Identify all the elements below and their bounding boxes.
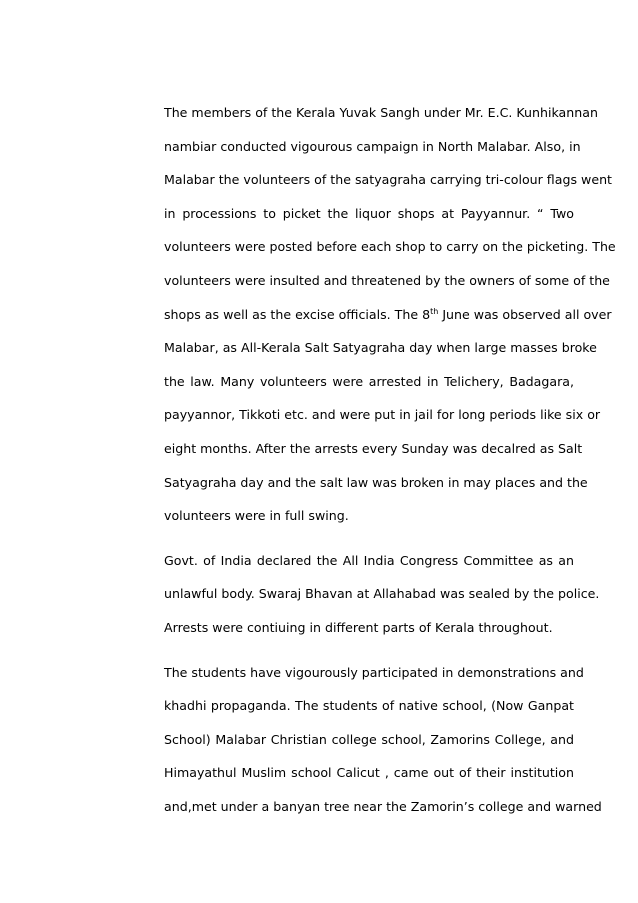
text-line: The students have vigourously participated in demonstrations and	[164, 664, 584, 680]
text-line: eight months. After the arrests every Sunday was decalred as Salt	[164, 440, 583, 456]
text-line: the law. Many volunteers were arrested in Telichery, Badagara,	[164, 373, 574, 389]
text-line: in processions to picket the liquor shops at Payyannur. “ Two	[164, 205, 574, 221]
paragraph-2	[164, 548, 600, 649]
document-page	[164, 100, 616, 827]
text-fragment: shops as well as the excise officials. The 8	[164, 306, 431, 322]
text-line: Himayathul Muslim school Calicut , came out of their institution	[164, 765, 574, 781]
text-line: unlawful body. Swaraj Bhavan at Allahabad was sealed by the police.	[164, 586, 600, 602]
text-line: Satyagraha day and the salt law was broken in may places and the	[164, 474, 588, 490]
text-line: nambiar conducted vigourous campaign in North Malabar. Also, in	[164, 138, 581, 154]
text-line: Govt. of India declared the All India Congress Committee as an	[164, 552, 574, 568]
text-line: volunteers were posted before each shop to carry on the picketing. The	[164, 239, 616, 255]
superscript: th	[430, 306, 439, 316]
text-line: volunteers were insulted and threatened by the owners of some of the	[164, 272, 610, 288]
text-line: Arrests were contiuing in different parts of Kerala throughout.	[164, 619, 553, 635]
text-line: khadhi propaganda. The students of native school, (Now Ganpat	[164, 698, 574, 714]
text-line: payyannor, Tikkoti etc. and were put in jail for long periods like six or	[164, 407, 601, 423]
text-line: The members of the Kerala Yuvak Sangh under Mr. E.C. Kunhikannan	[164, 105, 598, 120]
paragraph-1	[164, 100, 616, 537]
paragraph-3	[164, 660, 602, 828]
text-line	[164, 302, 612, 336]
text-line: School) Malabar Christian college school, Zamorins College, and	[164, 731, 574, 747]
text-line: Malabar the volunteers of the satyagraha carrying tri-colour flags went	[164, 172, 612, 188]
text-line: volunteers were in full swing.	[164, 508, 349, 524]
text-line: and,met under a banyan tree near the Zamorin’s college and warned	[164, 798, 602, 814]
text-line: Malabar, as All-Kerala Salt Satyagraha day when large masses broke	[164, 340, 597, 356]
text-fragment: June was observed all over	[438, 306, 612, 322]
